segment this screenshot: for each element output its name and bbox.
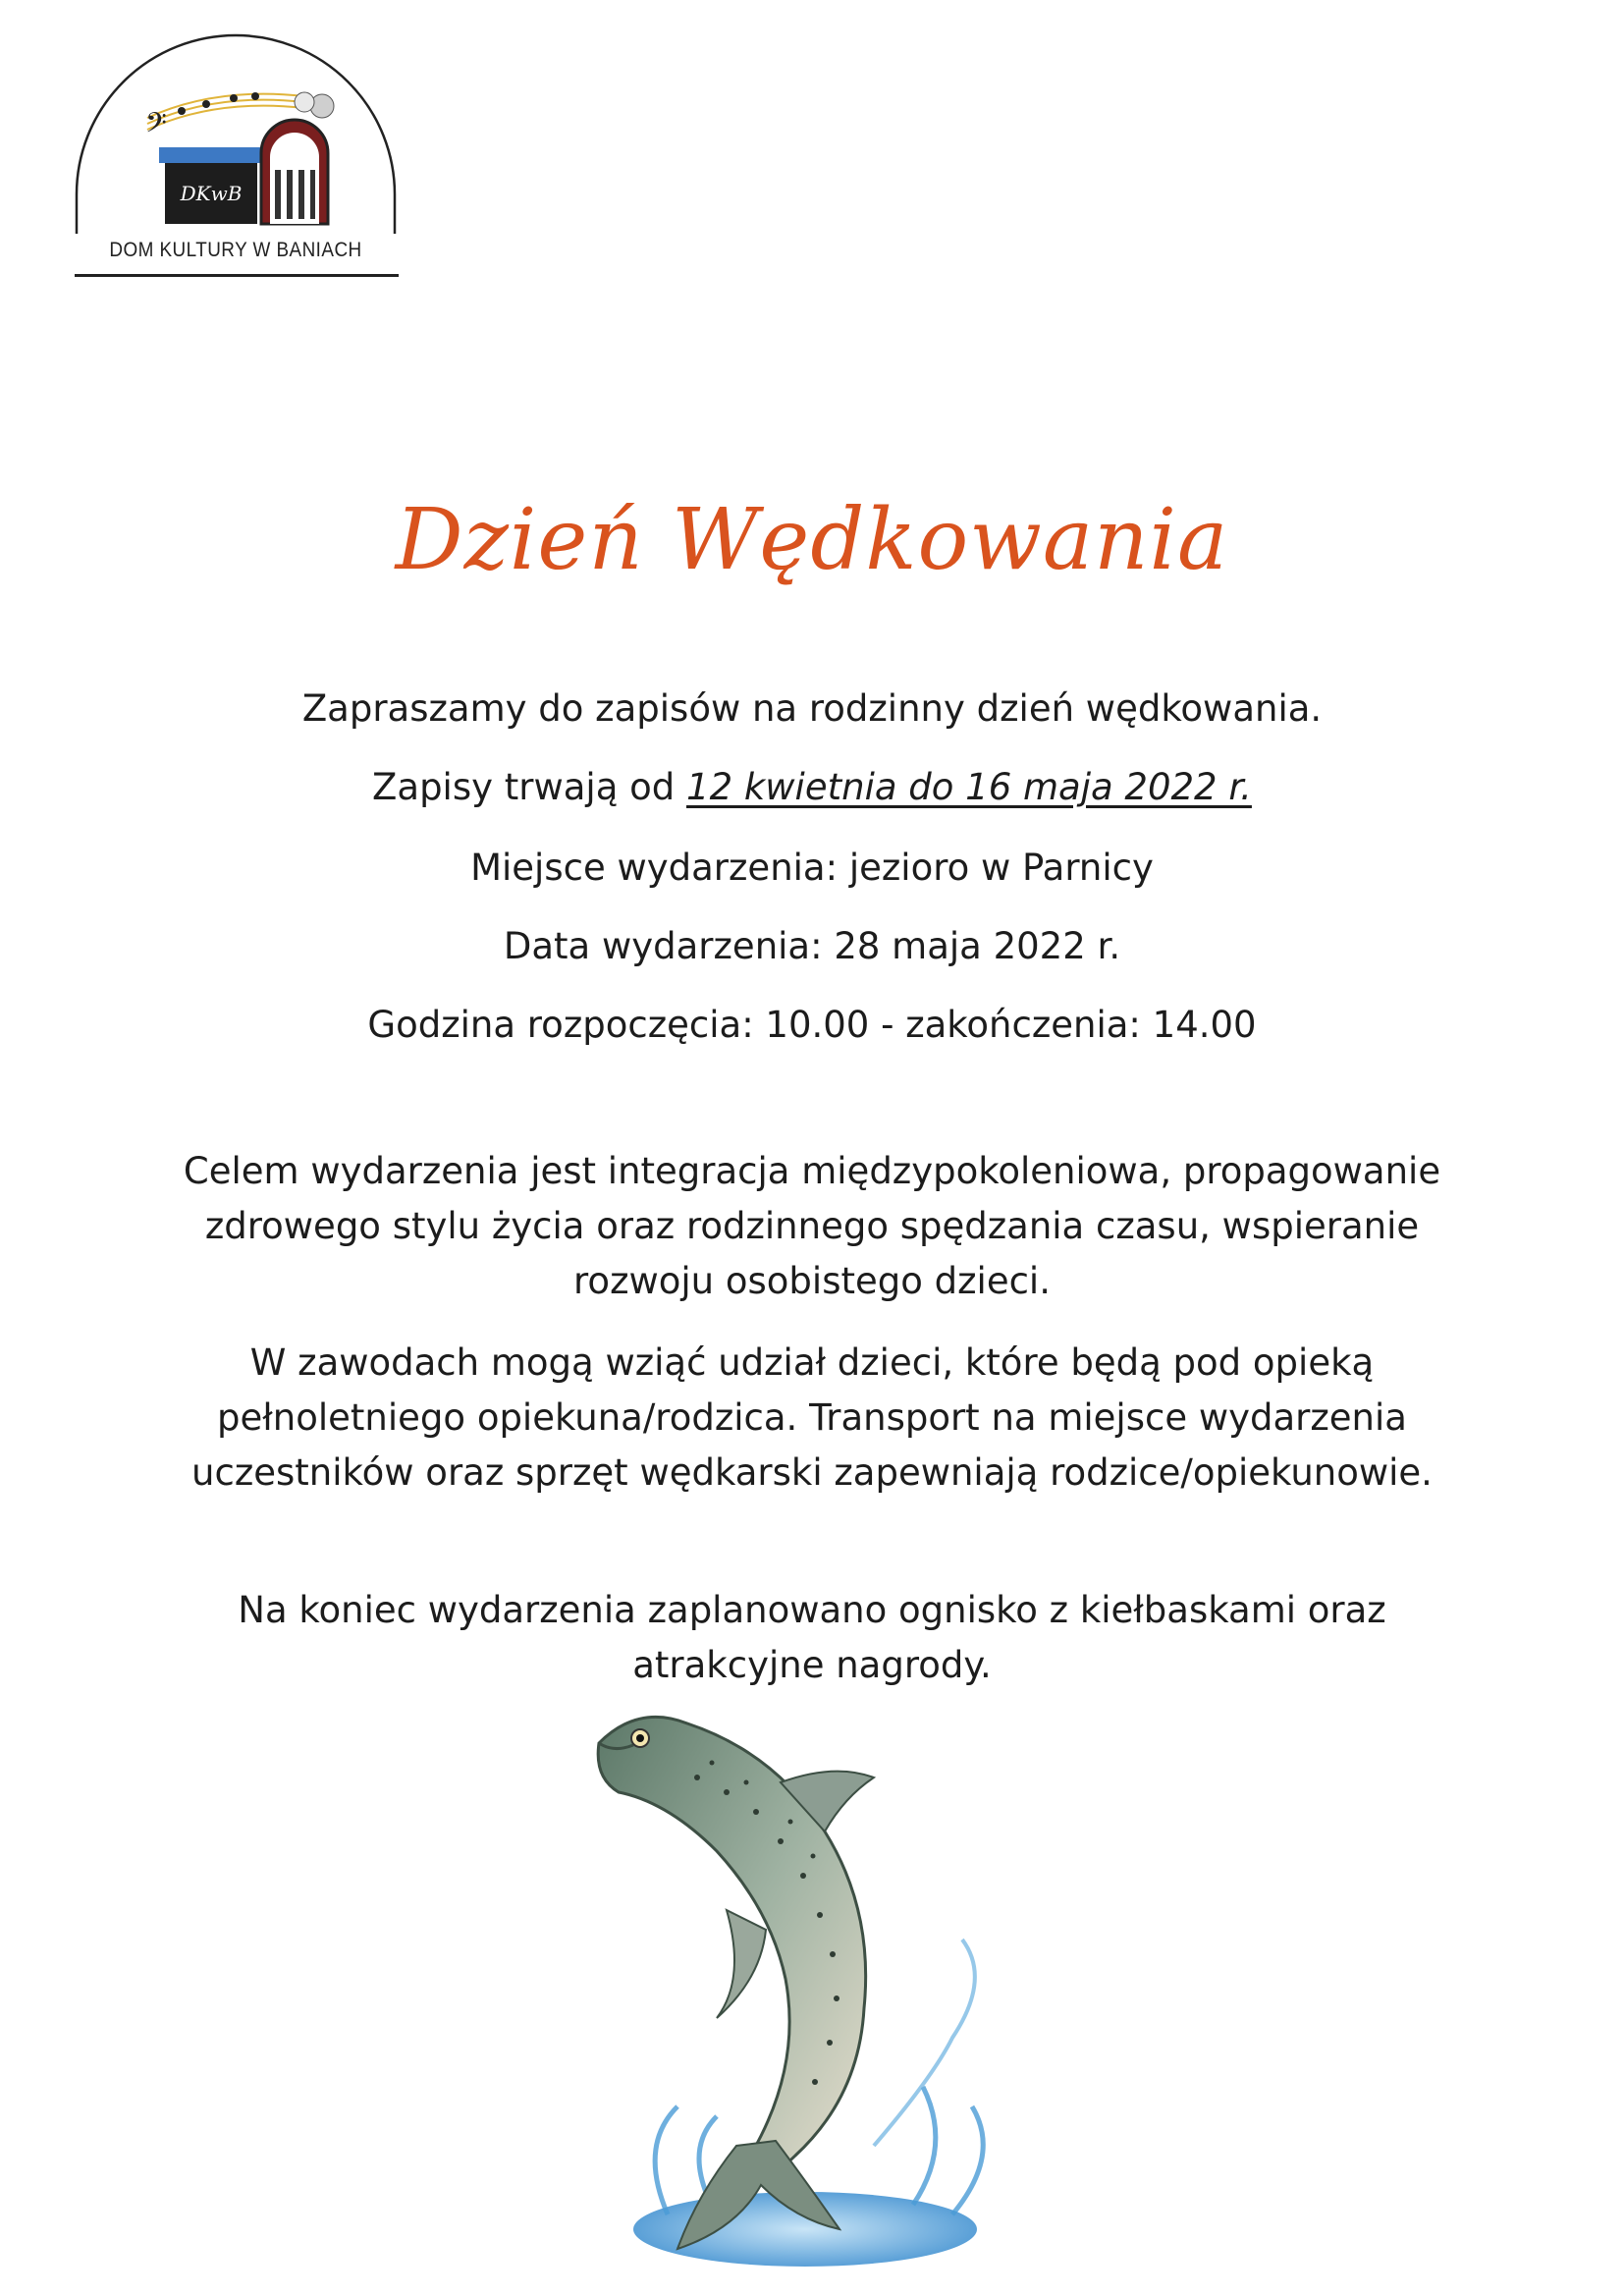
page-title: Dzień Wędkowania <box>395 491 1229 589</box>
place-line: Miejsce wydarzenia: jezioro w Parnicy <box>470 847 1154 889</box>
signup-prefix: Zapisy trwają od <box>372 766 687 808</box>
logo-underline <box>75 274 399 277</box>
jumping-fish-icon <box>579 1684 1110 2273</box>
logo-caption: DOM KULTURY W BANIACH <box>109 239 362 261</box>
participants-paragraph: W zawodach mogą wziąć udział dzieci, które będą pod opieką pełnoletniego opiekuna/rodzica. Transport na miejsce wydarzenia uczestników oraz sprzęt wędkarski zapewniają rodzice/opiekunowie. <box>191 1341 1433 1494</box>
signup-line <box>0 766 1624 808</box>
signup-dates: 12 kwietnia do 16 maja 2022 r. <box>686 766 1252 808</box>
logo-emblem-icon <box>69 27 403 239</box>
invite-line: Zapraszamy do zapisów na rodzinny dzień wędkowania. <box>301 687 1323 730</box>
svg-text:𝄢: 𝄢 <box>145 107 167 146</box>
hours-line: Godzina rozpoczęcia: 10.00 - zakończenia: 14.00 <box>367 1004 1257 1046</box>
goal-paragraph: Celem wydarzenia jest integracja międzypokoleniowa, propagowanie zdrowego stylu życia oraz rodzinnego spędzania czasu, wspieranie rozwoju osobistego dzieci. <box>183 1150 1441 1302</box>
date-line: Data wydarzenia: 28 maja 2022 r. <box>503 925 1121 967</box>
ending-paragraph: Na koniec wydarzenia zaplanowano ognisko z kiełbaskami oraz atrakcyjne nagrody. <box>238 1589 1386 1686</box>
svg-text:DKwB: DKwB <box>180 182 243 205</box>
logo <box>69 27 403 283</box>
